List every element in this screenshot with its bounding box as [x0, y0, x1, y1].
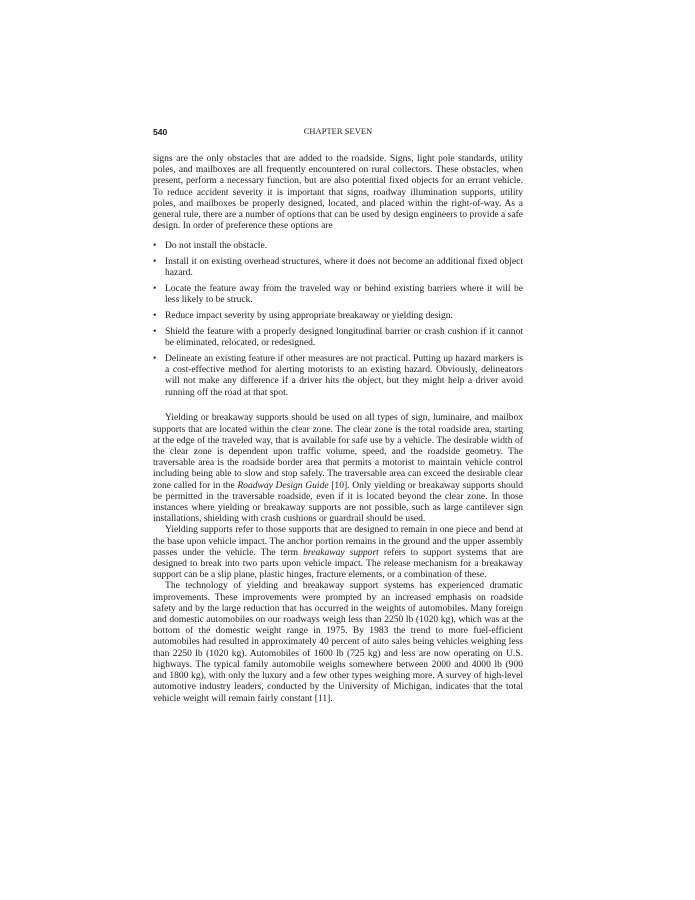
list-item: • Delineate an existing feature if other measures are not practical. Putting up hazard markers is a cost-effective method for alerting motorists to an existing hazard. Obviously, delineators will not make any difference if a driver hits the object, but they might help a driver avoid running off the road at that spot. [153, 353, 523, 398]
bullet-icon: • [153, 310, 157, 322]
page-header [153, 127, 523, 139]
bullet-icon: • [153, 353, 157, 365]
yielding-paragraph: Yielding or breakaway supports should be used on all types of sign, luminaire, and mailbox supports that are located within the clear zone. The clear zone is the total roadside area, starting at the edge of the traveled way, that is available for safe use by a vehicle. The desirable width of the clear zone is dependent upon traffic volume, speed, and the roadside geometry. The traversable area is the roadside border area that permits a motorist to maintain vehicle control including being able to slow and stop safely. The traversable area can exceed the desirable clear zone called for in the Roadway Design Guide [10]. Only yielding or breakaway supports should be permitted in the traversable roadside, even if it is located beyond the clear zone. In those instances where yielding or breakaway supports are not possible, such as large cantilever sign installations, shielding with crash cushions or guardrail should be used. [153, 412, 523, 525]
page-number: 540 [153, 127, 168, 137]
list-item: • Shield the feature with a properly designed longitudinal barrier or crash cushion if it cannot be eliminated, relocated, or redesigned. [153, 326, 523, 349]
bullet-icon: • [153, 283, 157, 295]
section-gap [153, 402, 523, 412]
list-item: • Locate the feature away from the traveled way or behind existing barriers where it will be less likely to be struck. [153, 283, 523, 306]
intro-paragraph: signs are the only obstacles that are added to the roadside. Signs, light pole standards, utility poles, and mailboxes are all frequently encountered on rural collectors. These obstacles, when present, perform a necessary function, but are also potential fixed objects for an errant vehicle. To reduce accident severity it is important that signs, roadway illumination supports, utility poles, and mailboxes be properly designed, located, and placed within the right-of-way. As a general rule, there are a number of options that can be used by design engineers to provide a safe design. In order of preference these options are [153, 153, 523, 232]
supports-paragraph: Yielding supports refer to those supports that are designed to remain in one piece and bend at the base upon vehicle impact. The anchor portion remains in the ground and the upper assembly passes under the vehicle. The term breakaway support refers to support systems that are designed to break into two parts upon vehicle impact. The release mechanism for a breakaway support can be a slip plane, plastic hinges, fracture elements, or a combination of these. [153, 524, 523, 581]
options-list [153, 240, 523, 397]
bullet-icon: • [153, 240, 157, 252]
bullet-icon: • [153, 256, 157, 268]
list-item: • Install it on existing overhead structures, where it does not become an additional fixed object hazard. [153, 256, 523, 279]
list-item: • Reduce impact severity by using appropriate breakaway or yielding design. [153, 310, 453, 322]
page-body [153, 153, 523, 704]
list-item: • Do not install the obstacle. [153, 240, 268, 252]
chapter-title: CHAPTER SEVEN [303, 127, 373, 136]
technology-paragraph: The technology of yielding and breakaway support systems has experienced dramatic improvements. These improvements were prompted by an increased emphasis on roadside safety and by the large reduction that has occurred in the weights of automobiles. Many foreign and domestic automobiles on our roadways weigh less than 2250 lb (1020 kg), which was at the bottom of the domestic weight range in 1975. By 1983 the trend to more fuel-efficient automobiles had resulted in approximately 40 percent of auto sales being vehicles weighing less than 2250 lb (1020 kg). Automobiles of 1600 lb (725 kg) and less are now operating on U.S. highways. The typical family automobile weighs somewhere between 2000 and 4000 lb (900 and 1800 kg), with only the luxury and a few other types weighing more. A survey of high-level automotive industry leaders, conducted by the University of Michigan, indicates that the total vehicle weight will remain fairly constant [11]. [153, 580, 523, 704]
bullet-icon: • [153, 326, 157, 338]
